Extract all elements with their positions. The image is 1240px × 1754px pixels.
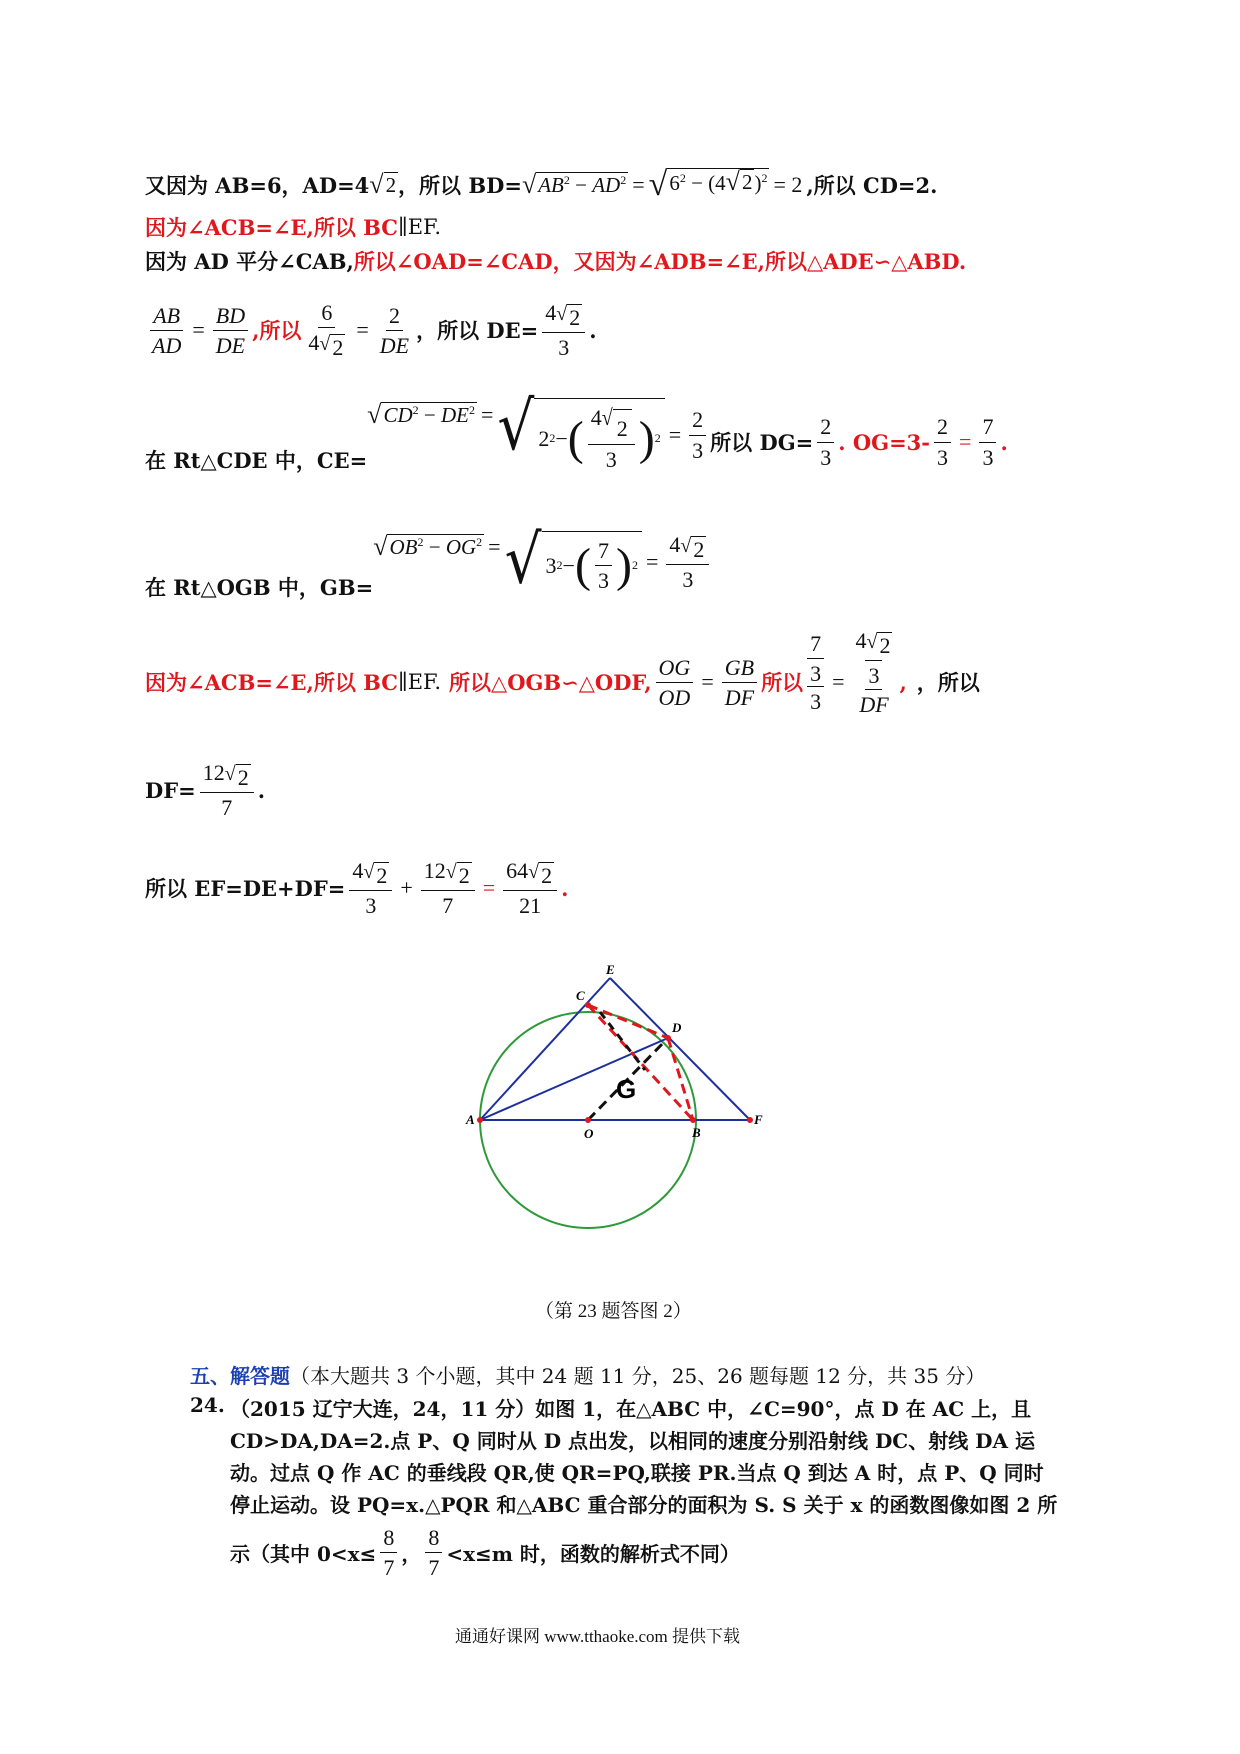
line-de: $\frac{AB}{AD}$ = $\frac{BD}{DE}$ ,所以 6 4 √ 2 = $\frac{2}{DE}$ ，所以 DE= 4 √ 2 3 . [152,300,597,361]
sqrt-ab-ad: √ $AB^2 - AD^2$ [521,170,627,199]
figure-caption: （第 23 题答图 2） [535,1301,692,1322]
l1-mid: ，所以 BD= [398,173,522,198]
l7-red2: 所以△OGB∽△ODF, [449,670,652,696]
l1-end: ,所以 CD=2. [806,173,938,198]
section-note: （本大题共 3 个小题，其中 24 题 11 分，25、26 题每题 12 分，共 35 分） [290,1364,986,1388]
l1-result: = 2 [773,172,803,197]
line-parallel [145,212,441,242]
problem-line-1: （2015 辽宁大连，24，11 分）如图 1，在△ABC 中，∠C=90°，点 D 在 AC 上，且 [230,1397,1032,1421]
label-a: A [466,1112,475,1127]
line-ae [480,978,610,1120]
section-title: 五、解答题 [190,1364,290,1388]
line-df: DF= 12 √ 2 7 . [145,760,266,821]
line-similar [145,246,966,276]
problem-number: 24. [190,1393,225,1417]
l4-end: ，所以 DE= [416,318,539,344]
sqrt-6-4root2: √ $6^2 - (4$ √ 2 )$^2$ [648,166,768,203]
l5-mid: 所以 DG= [710,430,814,455]
label-g: G [616,1074,637,1104]
line-bd: 又因为 AB=6，AD=4 √ 2 ，所以 BD= √ $AB^2 - AD^2$ = √ $6^2 - (4$ √ 2 )$^2$ = 2 ,所以 CD=2. [145,166,938,203]
l6-prefix: 在 Rt△OGB 中，GB= [145,575,374,600]
l1-prefix: 又因为 AB=6，AD=4 [145,173,370,198]
line-gb: 在 Rt△OGB 中，GB= √ $OB^2 - OG^2$ = √ 3 2 − ( $\frac{7}{3}$ ) 2 = 4 √ 2 3 [145,522,713,602]
label-b: B [692,1125,701,1140]
l7-end: ，所以 [916,670,980,696]
l4-mid: ,所以 [252,318,302,344]
line-cd [588,1005,668,1038]
line-ef: 所以 EF=DE+DF= 4 √ 2 3 + 12 √ 2 7 = 64 √ 2 21 . [145,858,569,919]
l7-red3: 所以 [761,670,804,696]
footer: 通通好课网 www.tthaoke.com 提供下载 [455,1627,741,1646]
geometry-figure [460,960,790,1250]
l9-prefix: 所以 EF=DE+DF= [145,876,346,902]
l2-red: 因为∠ACB=∠E,所以 BC [145,215,399,240]
line-ce: 在 Rt△CDE 中，CE= √ $CD^2 - DE^2$ = √ 2 2 − ( 4 √ 2 3 ) 2 = $\frac{2}{3}$ 所以 DG= $\frac{2}{3}$ . OG=3- $\frac{2}{3}$ = $\frac{7}{3}$ . [145,386,1008,473]
label-c: C [576,988,585,1003]
l8-prefix: DF= [145,777,196,803]
label-f: F [754,1112,763,1127]
problem-line-3: 动。过点 Q 作 AC 的垂线段 QR,使 QR=PQ,联接 PR.当点 Q 到达 A 时，点 P、Q 同时 [230,1461,1044,1485]
problem-line-2: CD>DA,DA=2.点 P、Q 同时从 D 点出发，以相同的速度分别沿射线 DC、射线 DA 运 [230,1429,1036,1453]
l7-red1: 因为∠ACB=∠E,所以 BC [145,670,399,696]
problem-line-5: 示（其中 0<x≤ $\frac{8}{7}$ ， $\frac{8}{7}$ <x≤m 时，函数的解析式不同） [230,1525,740,1581]
l3-red: 所以∠OAD=∠CAD，又因为∠ADB=∠E,所以△ADE∽△ABD. [353,249,967,274]
label-o: O [584,1126,594,1141]
l5-prefix: 在 Rt△CDE 中，CE= [145,448,368,473]
l7-black: ∥EF. [398,670,442,695]
label-e: E [606,962,615,977]
l3-black: 因为 AD 平分∠CAB, [145,249,354,274]
problem-line-4: 停止运动。设 PQ=x.△PQR 和△ABC 重合部分的面积为 S. S 关于 x 的函数图像如图 2 所 [230,1493,1058,1517]
l5-red: . OG=3- [838,429,931,455]
l2-black: ∥EF. [398,215,442,239]
label-d: D [672,1020,682,1035]
line-df-ratio: 因为∠ACB=∠E,所以 BC ∥EF. 所以△OGB∽△ODF, $\frac{OG}{OD}$ = $\frac{GB}{DF}$ 所以 7 3 3 = 4 √ 2 3 DF , ，所以 [145,628,980,717]
problem-line-5b: ， [401,1542,422,1567]
line-ad [480,1038,668,1120]
problem-line-5c: <x≤m 时，函数的解析式不同） [446,1542,740,1567]
section-heading [190,1360,985,1389]
problem-line-5a: 示（其中 0<x≤ [230,1542,377,1567]
sqrt2: √ 2 [369,170,397,199]
